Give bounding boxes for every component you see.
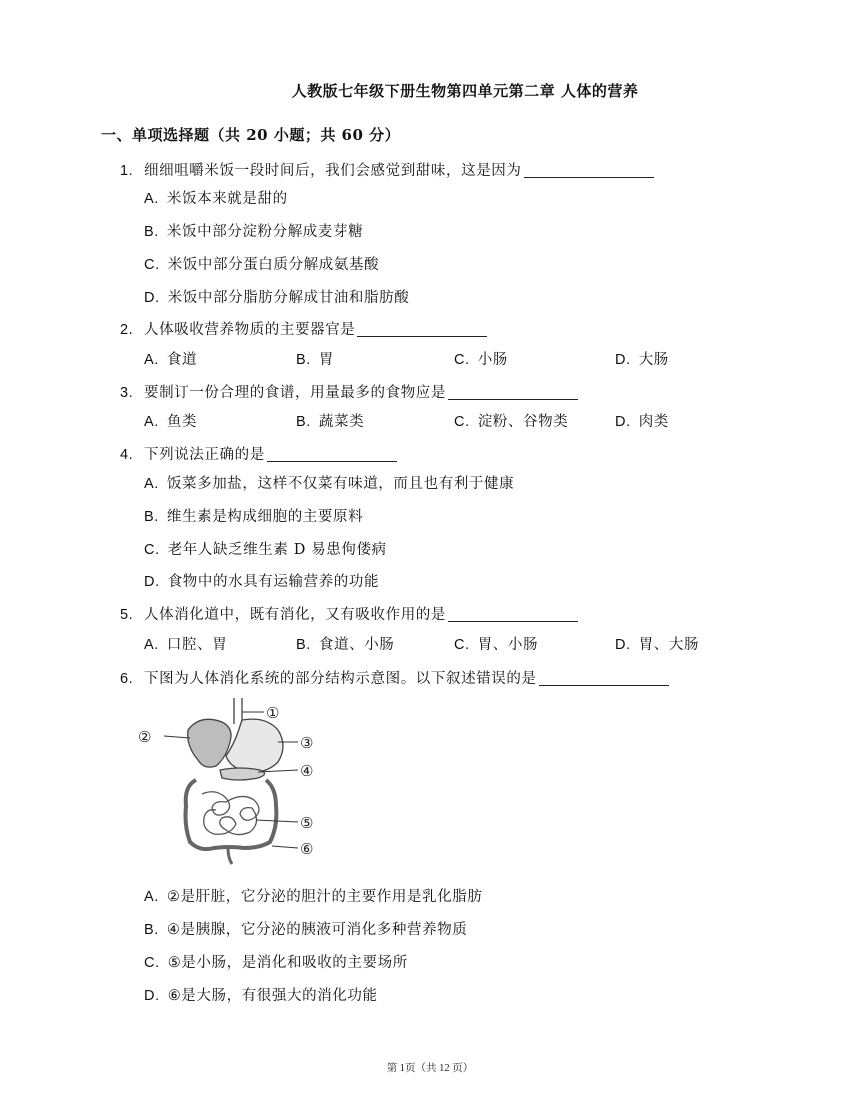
question-number: 1. [120, 163, 134, 179]
label-4: ④ [300, 762, 314, 780]
stomach [226, 719, 283, 772]
question-text: 下列说法正确的是 [144, 447, 265, 463]
option-5c: C. 胃、小肠 [454, 637, 539, 653]
option-6b: B. ④是胰腺，它分泌的胰液可消化多种营养物质 [144, 922, 468, 938]
option-4d: D. 食物中的水具有运输营养的功能 [144, 574, 380, 590]
option-5d: D. 胃、大肠 [615, 637, 700, 653]
option-6d: D. ⑥是大肠，有很强大的消化功能 [144, 988, 378, 1004]
answer-blank [357, 320, 487, 337]
large-intestine [186, 780, 277, 849]
label-3: ③ [300, 734, 314, 752]
answer-blank [448, 605, 578, 622]
liver [188, 719, 231, 767]
option-2c: C. 小肠 [454, 352, 508, 368]
question-4: 4. 下列说法正确的是 [120, 443, 397, 464]
label-1: ① [266, 704, 280, 722]
option-3c: C. 淀粉、谷物类 [454, 414, 569, 430]
question-1 [120, 159, 654, 180]
question-3: 3. 要制订一份合理的食谱，用量最多的食物应是 [120, 381, 578, 402]
option-3d: D. 肉类 [615, 414, 669, 430]
option-3b: B. 蔬菜类 [296, 414, 365, 430]
option-1a: A. 米饭本来就是甜的 [144, 191, 288, 207]
pancreas [220, 768, 265, 780]
question-5: 5. 人体消化道中，既有消化，又有吸收作用的是 [120, 603, 578, 624]
answer-blank [539, 669, 669, 686]
digestive-system-diagram [130, 696, 330, 866]
option-6a: A. ②是肝脏，它分泌的胆汁的主要作用是乳化脂肪 [144, 889, 483, 905]
option-1b: B. 米饭中部分淀粉分解成麦芽糖 [144, 224, 364, 240]
answer-blank [524, 161, 654, 178]
rectum [228, 848, 232, 864]
answer-blank [267, 445, 397, 462]
answer-blank [448, 383, 578, 400]
esophagus [234, 698, 242, 724]
option-2d: D. 大肠 [615, 352, 669, 368]
option-4a: A. 饭菜多加盐，这样不仅菜有味道，而且也有利于健康 [144, 476, 515, 492]
option-2a: A. 食道 [144, 352, 198, 368]
option-4b: B. 维生素是构成细胞的主要原料 [144, 509, 364, 525]
question-text: 人体消化道中，既有消化，又有吸收作用的是 [144, 607, 446, 623]
option-5a: A. 口腔、胃 [144, 637, 228, 653]
question-6: 6. 下图为人体消化系统的部分结构示意图。以下叙述错误的是 [120, 667, 669, 688]
question-text: 细细咀嚼米饭一段时间后，我们会感觉到甜味，这是因为 [144, 163, 522, 179]
label-6: ⑥ [300, 840, 314, 858]
option-1c: C. 米饭中部分蛋白质分解成氨基酸 [144, 257, 380, 273]
label-2: ② [138, 728, 152, 746]
option-1d: D. 米饭中部分脂肪分解成甘油和脂肪酸 [144, 290, 410, 306]
page-footer: 第 1页（共 12 页） [386, 1063, 474, 1074]
option-6c: C. ⑤是小肠，是消化和吸收的主要场所 [144, 955, 408, 971]
question-text: 要制订一份合理的食谱，用量最多的食物应是 [144, 385, 446, 401]
question-text: 下图为人体消化系统的部分结构示意图。以下叙述错误的是 [144, 671, 537, 687]
question-text: 人体吸收营养物质的主要器官是 [144, 322, 356, 338]
label-5: ⑤ [300, 814, 314, 832]
option-5b: B. 食道、小肠 [296, 637, 395, 653]
option-4c: C. 老年人缺乏维生素 D 易患佝偻病 [144, 542, 387, 558]
document-title: 人教版七年级下册生物第四单元第二章 人体的营养 [291, 82, 639, 100]
section-heading: 一、单项选择题（共 20 小题；共 60 分） [101, 126, 401, 144]
option-2b: B. 胃 [296, 352, 335, 368]
small-intestine [202, 792, 259, 835]
question-2: 2. 人体吸收营养物质的主要器官是 [120, 318, 487, 339]
option-3a: A. 鱼类 [144, 414, 198, 430]
